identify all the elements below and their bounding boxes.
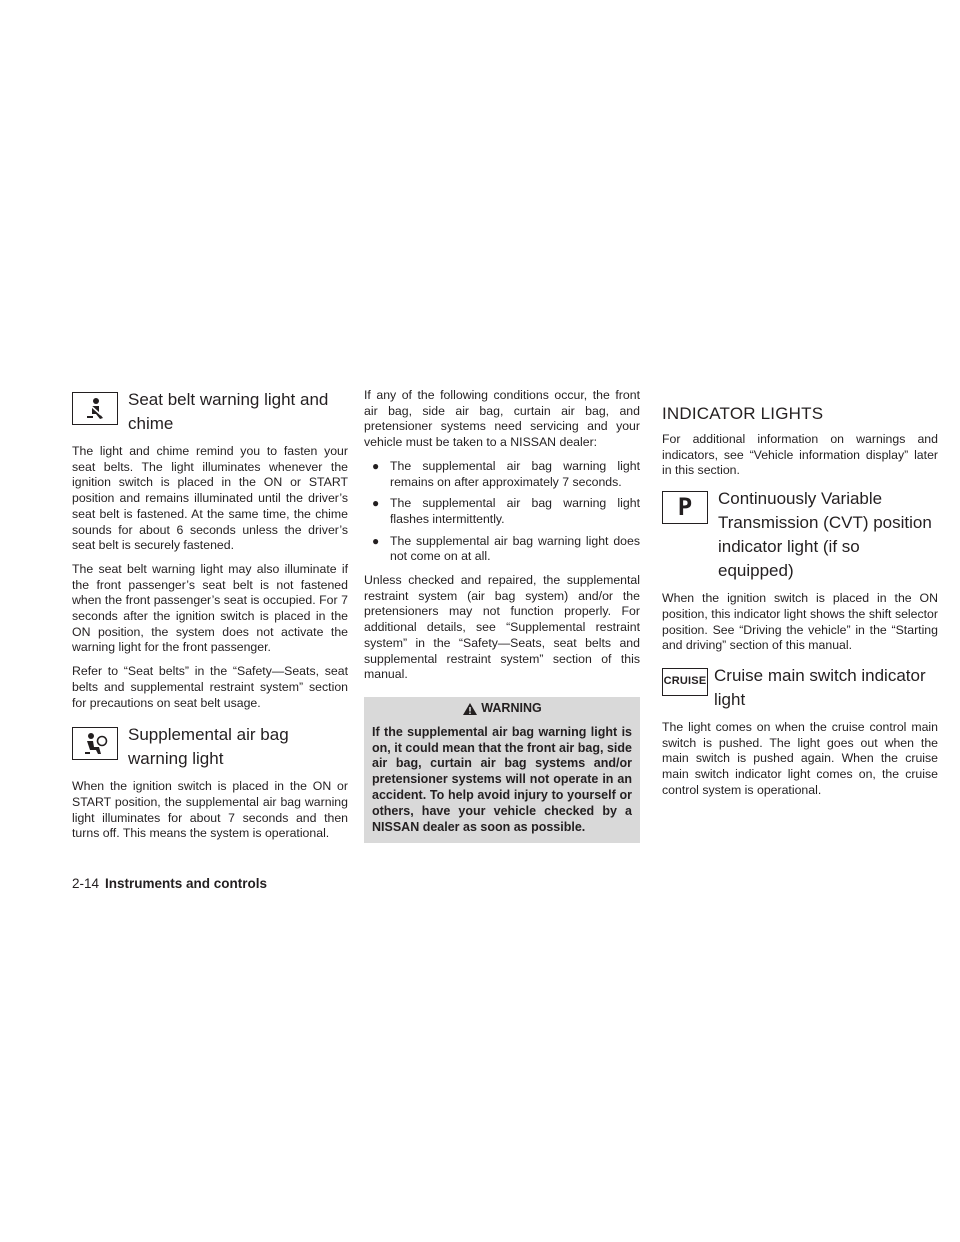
page-number: 2-14 [72, 876, 100, 891]
paragraph: When the ignition switch is placed in the ON position, this indicator light shows the shift selector position. See “Driving the vehicle” in the “Starting and driving” section of this manual. [662, 591, 938, 653]
paragraph: Refer to “Seat belts” in the “Safety—Seats, seat belts and supplemental restraint system” section for precautions on seat belt usage. [72, 664, 348, 710]
column-3 [662, 404, 938, 806]
cruise-indicator-icon: CRUISE [662, 668, 708, 696]
paragraph: Unless checked and repaired, the supplemental restraint system (air bag system) and/or the pretensioners may not function properly. For additional details, see “Supplemental restraint system” in the “Safety—Seats, seat belts and supplemental restraint system” section of this manual. [364, 573, 640, 682]
seatbelt-title: Seat belt warning light and chime [128, 390, 329, 433]
page-footer [72, 876, 267, 891]
airbag-title: Supplemental air bag warning light [128, 725, 289, 769]
column-2 [364, 388, 640, 843]
airbag-subheading [72, 723, 348, 771]
column-1 [72, 388, 348, 850]
cvt-subheading [662, 487, 938, 583]
section-heading: INDICATOR LIGHTS [662, 404, 824, 423]
cruise-subheading [662, 664, 938, 712]
cvt-position-icon: P [662, 491, 708, 524]
airbag-warning-icon [72, 727, 118, 760]
section-name: Instruments and controls [105, 876, 268, 891]
paragraph: When the ignition switch is placed in the ON or START position, the supplemental air bag warning light illuminates for about 7 seconds and then turns off. This means the system is operational. [72, 779, 348, 841]
warning-triangle-icon [462, 702, 478, 716]
warning-header [372, 701, 632, 717]
warning-box [364, 697, 640, 843]
paragraph: The light comes on when the cruise control main switch is pushed. The light goes out when the main switch is pushed again. When the cruise main switch indicator light comes on, the cruise control system is operational. [662, 719, 938, 797]
paragraph: The light and chime remind you to fasten your seat belts. The light illuminates whenever the ignition switch is placed in the ON or START position and remains illuminated until the driver’s seat belt is fastened. At the same time, the chime sounds for about 6 seconds unless the driver’s seat belt is securely fastened. [72, 444, 348, 553]
cruise-title: Cruise main switch indicator light [714, 665, 926, 709]
seat-belt-warning-icon [72, 392, 118, 425]
paragraph: The seat belt warning light may also illuminate if the front passenger’s seat belt is not fastened when the front passenger’s seat is occupied. For 7 seconds after the ignition switch is placed in the ON position, the system does not activate the warning light for the front passenger. [72, 561, 348, 655]
list-item: ● The supplemental air bag warning light does not come on at all. [372, 533, 640, 564]
warning-label: WARNING [481, 700, 542, 715]
cvt-title: Continuously Variable Transmission (CVT) position indicator light (if so equipped) [718, 489, 932, 581]
paragraph: For additional information on warnings and indicators, see “Vehicle information display” later in this section. [662, 432, 938, 478]
list-item: ● The supplemental air bag warning light remains on after approximately 7 seconds. [372, 458, 640, 489]
paragraph: If any of the following conditions occur, the front air bag, side air bag, curtain air bag, and pretensioner systems need servicing and your vehicle must be taken to a NISSAN dealer: [364, 388, 640, 450]
condition-list [364, 459, 640, 565]
seatbelt-subheading [72, 388, 348, 436]
warning-text: If the supplemental air bag warning light is on, it could mean that the front air bag, side air bag, curtain air bag systems and/or pretensioner systems will not operate in an accident. To help avoid injury to yourself or others, have your vehicle checked by a NISSAN dealer as soon as possible. [372, 724, 632, 834]
list-item: ● The supplemental air bag warning light flashes intermittently. [372, 496, 640, 526]
